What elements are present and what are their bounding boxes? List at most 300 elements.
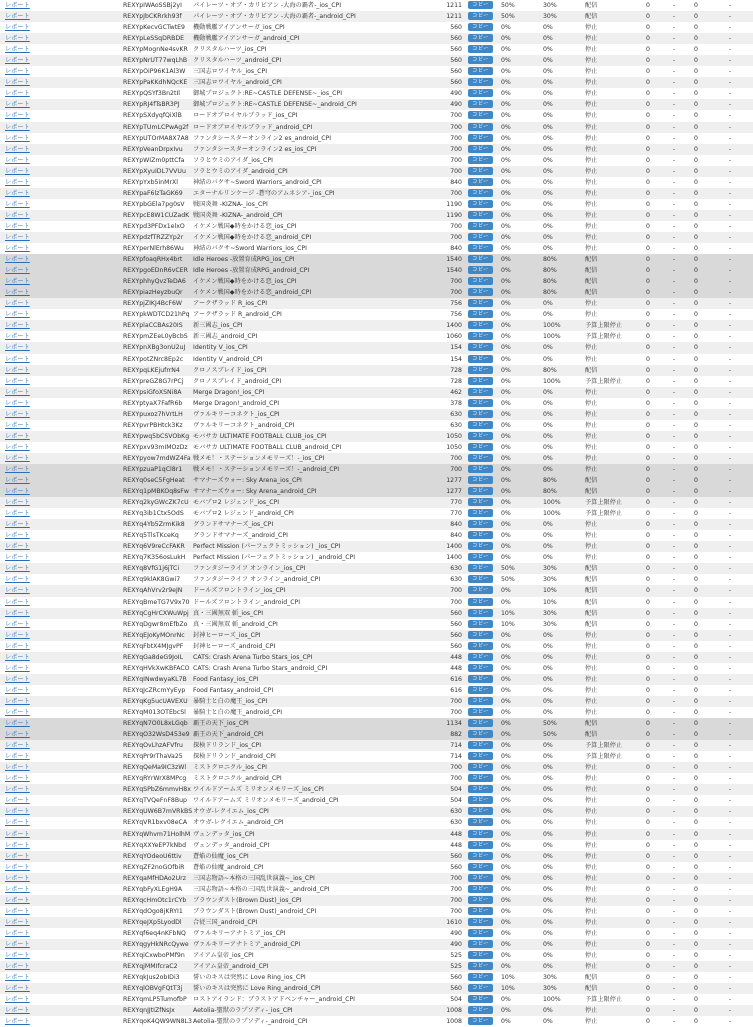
unit-price: 560 (433, 619, 468, 630)
campaign-name: ドールズフロントライン_android_CPI (193, 597, 433, 608)
copy-button[interactable]: コピー (468, 763, 493, 771)
copy-button[interactable]: コピー (468, 134, 493, 142)
copy-button[interactable]: コピー (468, 200, 493, 208)
copy-button[interactable]: コピー (468, 156, 493, 164)
copy-button[interactable]: コピー (468, 807, 493, 815)
report-link[interactable]: レポート (5, 996, 30, 1004)
copy-button[interactable]: コピー (468, 620, 493, 628)
copy-button[interactable]: コピー (468, 487, 493, 495)
count-c: 0 (685, 508, 707, 519)
copy-button[interactable]: コピー (468, 830, 493, 838)
copy-button[interactable]: コピー (468, 818, 493, 826)
report-link[interactable]: レポート (5, 57, 30, 65)
campaign-id: REXYpYxb5inMrXl (123, 177, 193, 188)
copy-button[interactable]: コピー (468, 12, 493, 20)
report-link[interactable]: レポート (5, 200, 30, 208)
report-link[interactable]: レポート (5, 808, 30, 816)
report-link[interactable]: レポート (5, 819, 30, 827)
copy-button[interactable]: コピー (468, 299, 493, 307)
value-b: - (663, 387, 685, 398)
report-link[interactable]: レポート (5, 753, 30, 761)
campaign-id: REXYqYOdeoU6ttiv (123, 851, 193, 862)
copy-button[interactable]: コピー (468, 631, 493, 639)
report-link[interactable]: レポート (5, 46, 30, 54)
report-link[interactable]: レポート (5, 13, 30, 21)
copy-button[interactable]: コピー (468, 609, 493, 617)
campaign-name: ブラウンダスト(Brown Dust)_android_CPI (193, 906, 433, 917)
copy-button[interactable]: コピー (468, 962, 493, 970)
unit-price: 714 (433, 740, 468, 751)
copy-button[interactable]: コピー (468, 100, 493, 108)
report-link[interactable]: レポート (5, 311, 30, 319)
table-row (0, 707, 753, 718)
copy-button[interactable]: コピー (468, 564, 493, 572)
copy-button[interactable]: コピー (468, 1017, 493, 1025)
value-b: - (663, 475, 685, 486)
rate-2: 0% (543, 342, 585, 353)
table-row (0, 950, 753, 961)
report-link[interactable]: レポート (5, 918, 30, 926)
rate-2: 0% (543, 409, 585, 420)
report-link[interactable]: レポート (5, 675, 30, 683)
copy-button[interactable]: コピー (468, 686, 493, 694)
report-link[interactable]: レポート (5, 355, 30, 363)
report-link[interactable]: レポート (5, 211, 30, 219)
copy-button[interactable]: コピー (468, 995, 493, 1003)
report-link[interactable]: レポート (5, 189, 30, 197)
copy-button[interactable]: コピー (468, 520, 493, 528)
count-a: 0 (633, 917, 663, 928)
report-link[interactable]: レポート (5, 377, 30, 385)
copy-button[interactable]: コピー (468, 266, 493, 274)
table-row (0, 994, 753, 1005)
count-a: 0 (633, 44, 663, 55)
campaign-name: ミストクロニクル_ios_CPI (193, 762, 433, 773)
value-b: - (663, 574, 685, 585)
copy-button[interactable]: コピー (468, 421, 493, 429)
campaign-name: 誓いのキスは突然に Love Ring_ios_CPI (193, 972, 433, 983)
copy-button[interactable]: コピー (468, 973, 493, 981)
value-b: - (663, 729, 685, 740)
report-link[interactable]: レポート (5, 79, 30, 87)
report-link[interactable]: レポート (5, 245, 30, 253)
copy-button[interactable]: コピー (468, 796, 493, 804)
delivery-status: 停止 (585, 873, 633, 884)
campaign-name: ソラとウミのアイダ_ios_CPI (193, 155, 433, 166)
rate-2: 0% (543, 420, 585, 431)
report-link[interactable]: レポート (5, 35, 30, 43)
count-a: 0 (633, 884, 663, 895)
rate-2: 0% (543, 453, 585, 464)
count-a: 0 (633, 354, 663, 365)
copy-button[interactable]: コピー (468, 664, 493, 672)
copy-button[interactable]: コピー (468, 476, 493, 484)
value-b: - (663, 862, 685, 873)
campaign-name: Aetolia-聖獣のラプソディ-_android_CPI (193, 1016, 433, 1027)
campaign-id: REXYqFbtX4MJgvPF (123, 641, 193, 652)
report-link[interactable]: レポート (5, 278, 30, 286)
campaign-id: REXYpjZIKJ4BcF6W (123, 298, 193, 309)
copy-button[interactable]: コピー (468, 89, 493, 97)
copy-button[interactable]: コピー (468, 332, 493, 340)
unit-price: 700 (433, 453, 468, 464)
copy-button[interactable]: コピー (468, 211, 493, 219)
rate-1: 10% (501, 608, 543, 619)
report-link[interactable]: レポート (5, 388, 30, 396)
copy-button[interactable]: コピー (468, 167, 493, 175)
report-link[interactable]: レポート (5, 233, 30, 241)
table-row (0, 740, 753, 751)
report-link[interactable]: レポート (5, 742, 30, 750)
value-b: - (663, 155, 685, 166)
value-b: - (663, 685, 685, 696)
report-link[interactable]: レポート (5, 68, 30, 76)
unit-price: 490 (433, 99, 468, 110)
rate-2: 30% (543, 574, 585, 585)
value-d: - (707, 519, 753, 530)
copy-button[interactable]: コピー (468, 896, 493, 904)
report-link[interactable]: レポート (5, 952, 30, 960)
table-row (0, 210, 753, 221)
report-link[interactable]: レポート (5, 112, 30, 120)
report-link[interactable]: レポート (5, 731, 30, 739)
campaign-name: 蒼焔の仙魔_android_CPI (193, 862, 433, 873)
rate-1: 0% (501, 342, 543, 353)
report-link[interactable]: レポート (5, 2, 30, 9)
report-link[interactable]: レポート (5, 432, 30, 440)
copy-button[interactable]: コピー (468, 45, 493, 53)
copy-button[interactable]: コピー (468, 377, 493, 385)
copy-button[interactable]: コピー (468, 288, 493, 296)
count-c: 0 (685, 66, 707, 77)
report-link[interactable]: レポート (5, 963, 30, 971)
report-link[interactable]: レポート (5, 399, 30, 407)
count-a: 0 (633, 751, 663, 762)
unit-price: 525 (433, 961, 468, 972)
table-row (0, 563, 753, 574)
report-link[interactable]: レポート (5, 764, 30, 772)
rate-1: 0% (501, 873, 543, 884)
rate-1: 0% (501, 630, 543, 641)
unit-price: 1211 (433, 11, 468, 22)
copy-button[interactable]: コピー (468, 697, 493, 705)
campaign-name: 暴騎士と白の魔王_android_CPI (193, 707, 433, 718)
report-link[interactable]: レポート (5, 521, 30, 529)
count-a: 0 (633, 519, 663, 530)
report-link[interactable]: レポート (5, 256, 30, 264)
value-d: - (707, 0, 753, 11)
report-link[interactable]: レポート (5, 907, 30, 915)
table-row (0, 11, 753, 22)
report-link[interactable]: レポート (5, 421, 30, 429)
report-link[interactable]: レポート (5, 686, 30, 694)
rate-1: 0% (501, 884, 543, 895)
copy-button[interactable]: コピー (468, 67, 493, 75)
copy-button[interactable]: コピー (468, 123, 493, 131)
count-a: 0 (633, 552, 663, 563)
delivery-status: 停止 (585, 420, 633, 431)
copy-button[interactable]: コピー (468, 841, 493, 849)
report-link[interactable]: レポート (5, 156, 30, 164)
campaign-id: REXYqeJXp5LyodDl (123, 917, 193, 928)
copy-button[interactable]: コピー (468, 531, 493, 539)
value-d: - (707, 464, 753, 475)
value-d: - (707, 884, 753, 895)
report-link[interactable]: レポート (5, 510, 30, 518)
report-link[interactable]: レポート (5, 477, 30, 485)
copy-button[interactable]: コピー (468, 343, 493, 351)
report-link[interactable]: レポート (5, 974, 30, 982)
value-b: - (663, 773, 685, 784)
report-link[interactable]: レポート (5, 985, 30, 993)
copy-button[interactable]: コピー (468, 553, 493, 561)
copy-button[interactable]: コピー (468, 951, 493, 959)
copy-button[interactable]: コピー (468, 432, 493, 440)
report-link[interactable]: レポート (5, 267, 30, 275)
unit-price: 700 (433, 122, 468, 133)
report-link[interactable]: レポート (5, 653, 30, 661)
rate-1: 0% (501, 552, 543, 563)
report-link[interactable]: レポート (5, 697, 30, 705)
report-link[interactable]: レポート (5, 885, 30, 893)
copy-button[interactable]: コピー (468, 752, 493, 760)
copy-button[interactable]: コピー (468, 719, 493, 727)
copy-button[interactable]: コピー (468, 233, 493, 241)
report-link[interactable]: レポート (5, 929, 30, 937)
report-link[interactable]: レポート (5, 587, 30, 595)
report-link[interactable]: レポート (5, 222, 30, 230)
value-d: - (707, 122, 753, 133)
report-link[interactable]: レポート (5, 322, 30, 330)
rate-1: 0% (501, 442, 543, 453)
copy-button[interactable]: コピー (468, 465, 493, 473)
report-link[interactable]: レポート (5, 454, 30, 462)
copy-button[interactable]: コピー (468, 907, 493, 915)
copy-button[interactable]: コピー (468, 23, 493, 31)
report-link[interactable]: レポート (5, 863, 30, 871)
report-link[interactable]: レポート (5, 499, 30, 507)
copy-button[interactable]: コピー (468, 56, 493, 64)
report-link[interactable]: レポート (5, 300, 30, 308)
count-a: 0 (633, 817, 663, 828)
copy-button[interactable]: コピー (468, 277, 493, 285)
delivery-status: 停止 (585, 674, 633, 685)
copy-button[interactable]: コピー (468, 874, 493, 882)
campaign-name: モバプロ2 レジェンド_ios_CPI (193, 497, 433, 508)
report-link[interactable]: レポート (5, 1007, 30, 1015)
campaign-id: REXYqJcZRcmYyEyp (123, 685, 193, 696)
rate-1: 0% (501, 851, 543, 862)
copy-button[interactable]: コピー (468, 355, 493, 363)
report-link[interactable]: レポート (5, 101, 30, 109)
copy-button[interactable]: コピー (468, 929, 493, 937)
report-link[interactable]: レポート (5, 532, 30, 540)
copy-button[interactable]: コピー (468, 774, 493, 782)
copy-button[interactable]: コピー (468, 885, 493, 893)
count-a: 0 (633, 773, 663, 784)
delivery-status: 停止 (585, 817, 633, 828)
report-link[interactable]: レポート (5, 631, 30, 639)
report-link[interactable]: レポート (5, 123, 30, 131)
report-link[interactable]: レポート (5, 145, 30, 153)
report-link[interactable]: レポート (5, 797, 30, 805)
report-link[interactable]: レポート (5, 554, 30, 562)
report-link[interactable]: レポート (5, 775, 30, 783)
report-link[interactable]: レポート (5, 488, 30, 496)
delivery-status: 予算上限停止 (585, 994, 633, 1005)
unit-price: 616 (433, 685, 468, 696)
table-row (0, 597, 753, 608)
copy-button[interactable]: コピー (468, 918, 493, 926)
report-link[interactable]: レポート (5, 333, 30, 341)
copy-button[interactable]: コピー (468, 443, 493, 451)
rate-1: 0% (501, 110, 543, 121)
value-b: - (663, 88, 685, 99)
report-link[interactable]: レポート (5, 167, 30, 175)
copy-button[interactable]: コピー (468, 586, 493, 594)
report-link[interactable]: レポート (5, 410, 30, 418)
report-link[interactable]: レポート (5, 465, 30, 473)
campaign-id: REXYqTVQeFnF8Bup (123, 795, 193, 806)
copy-button[interactable]: コピー (468, 863, 493, 871)
table-row (0, 729, 753, 740)
copy-button[interactable]: コピー (468, 675, 493, 683)
report-link[interactable]: レポート (5, 24, 30, 32)
report-link[interactable]: レポート (5, 709, 30, 716)
rate-1: 0% (501, 508, 543, 519)
report-link[interactable]: レポート (5, 565, 30, 573)
report-link[interactable]: レポート (5, 598, 30, 606)
copy-button[interactable]: コピー (468, 255, 493, 263)
unit-price: 700 (433, 906, 468, 917)
report-link[interactable]: レポート (5, 366, 30, 374)
copy-button[interactable]: コピー (468, 399, 493, 407)
copy-button[interactable]: コピー (468, 321, 493, 329)
rate-2: 0% (543, 541, 585, 552)
delivery-status: 停止 (585, 829, 633, 840)
copy-button[interactable]: コピー (468, 410, 493, 418)
copy-button[interactable]: コピー (468, 189, 493, 197)
copy-button[interactable]: コピー (468, 852, 493, 860)
report-link[interactable]: レポート (5, 543, 30, 551)
copy-button[interactable]: コピー (468, 509, 493, 517)
copy-button[interactable]: コピー (468, 388, 493, 396)
report-link[interactable]: レポート (5, 642, 30, 650)
count-a: 0 (633, 630, 663, 641)
delivery-status: 停止 (585, 431, 633, 442)
report-link[interactable]: レポート (5, 289, 30, 297)
table-row (0, 817, 753, 828)
copy-button[interactable]: コピー (468, 730, 493, 738)
count-a: 0 (633, 585, 663, 596)
copy-button[interactable]: コピー (468, 111, 493, 119)
copy-button[interactable]: コピー (468, 222, 493, 230)
campaign-name: 戦メモ！・ステーションメモリーズ！-_android_CPI (193, 464, 433, 475)
table-row (0, 751, 753, 762)
report-link[interactable]: レポート (5, 178, 30, 186)
count-a: 0 (633, 420, 663, 431)
value-d: - (707, 1005, 753, 1016)
copy-button[interactable]: コピー (468, 366, 493, 374)
copy-button[interactable]: コピー (468, 34, 493, 42)
unit-price: 700 (433, 276, 468, 287)
campaign-name: ロストアイランド：ブラストアドベンチャー_android_CPI (193, 994, 433, 1005)
count-c: 0 (685, 718, 707, 729)
report-link[interactable]: レポート (5, 874, 30, 882)
copy-button[interactable]: コピー (468, 653, 493, 661)
campaign-id: REXYpIWAoSSBj2yI (123, 0, 193, 11)
report-link[interactable]: レポート (5, 576, 30, 584)
copy-button[interactable]: コピー (468, 78, 493, 86)
copy-button[interactable]: コピー (468, 575, 493, 583)
rate-2: 0% (543, 354, 585, 365)
count-c: 0 (685, 33, 707, 44)
copy-button[interactable]: コピー (468, 785, 493, 793)
unit-price: 560 (433, 22, 468, 33)
report-link[interactable]: レポート (5, 620, 30, 628)
rate-2: 30% (543, 983, 585, 994)
value-b: - (663, 177, 685, 188)
unit-price: 525 (433, 950, 468, 961)
report-link[interactable]: レポート (5, 664, 30, 672)
copy-button[interactable]: コピー (468, 1006, 493, 1014)
value-d: - (707, 221, 753, 232)
report-link[interactable]: レポート (5, 609, 30, 617)
report-link[interactable]: レポート (5, 443, 30, 451)
table-row (0, 773, 753, 784)
value-d: - (707, 806, 753, 817)
report-link[interactable]: レポート (5, 841, 30, 849)
rate-2: 0% (543, 88, 585, 99)
rate-2: 10% (543, 597, 585, 608)
report-link[interactable]: レポート (5, 786, 30, 794)
rate-1: 0% (501, 475, 543, 486)
copy-button[interactable]: コピー (468, 454, 493, 462)
copy-button[interactable]: コピー (468, 1, 493, 9)
report-link[interactable]: レポート (5, 1018, 30, 1026)
report-link[interactable]: レポート (5, 830, 30, 838)
copy-button[interactable]: コピー (468, 498, 493, 506)
rate-2: 0% (543, 817, 585, 828)
copy-button[interactable]: コピー (468, 542, 493, 550)
report-link[interactable]: レポート (5, 134, 30, 142)
delivery-status: 停止 (585, 707, 633, 718)
report-link[interactable]: レポート (5, 940, 30, 948)
copy-button[interactable]: コピー (468, 708, 493, 716)
count-c: 0 (685, 110, 707, 121)
copy-button[interactable]: コピー (468, 940, 493, 948)
copy-button[interactable]: コピー (468, 642, 493, 650)
report-link[interactable]: レポート (5, 90, 30, 98)
count-a: 0 (633, 895, 663, 906)
copy-button[interactable]: コピー (468, 598, 493, 606)
copy-button[interactable]: コピー (468, 984, 493, 992)
copy-button[interactable]: コピー (468, 145, 493, 153)
report-link[interactable]: レポート (5, 720, 30, 728)
count-c: 0 (685, 365, 707, 376)
copy-button[interactable]: コピー (468, 310, 493, 318)
report-link[interactable]: レポート (5, 852, 30, 860)
report-link[interactable]: レポート (5, 896, 30, 904)
report-link[interactable]: レポート (5, 344, 30, 352)
rate-2: 0% (543, 177, 585, 188)
copy-button[interactable]: コピー (468, 741, 493, 749)
copy-button[interactable]: コピー (468, 178, 493, 186)
value-b: - (663, 309, 685, 320)
count-c: 0 (685, 44, 707, 55)
copy-button[interactable]: コピー (468, 244, 493, 252)
count-c: 0 (685, 950, 707, 961)
